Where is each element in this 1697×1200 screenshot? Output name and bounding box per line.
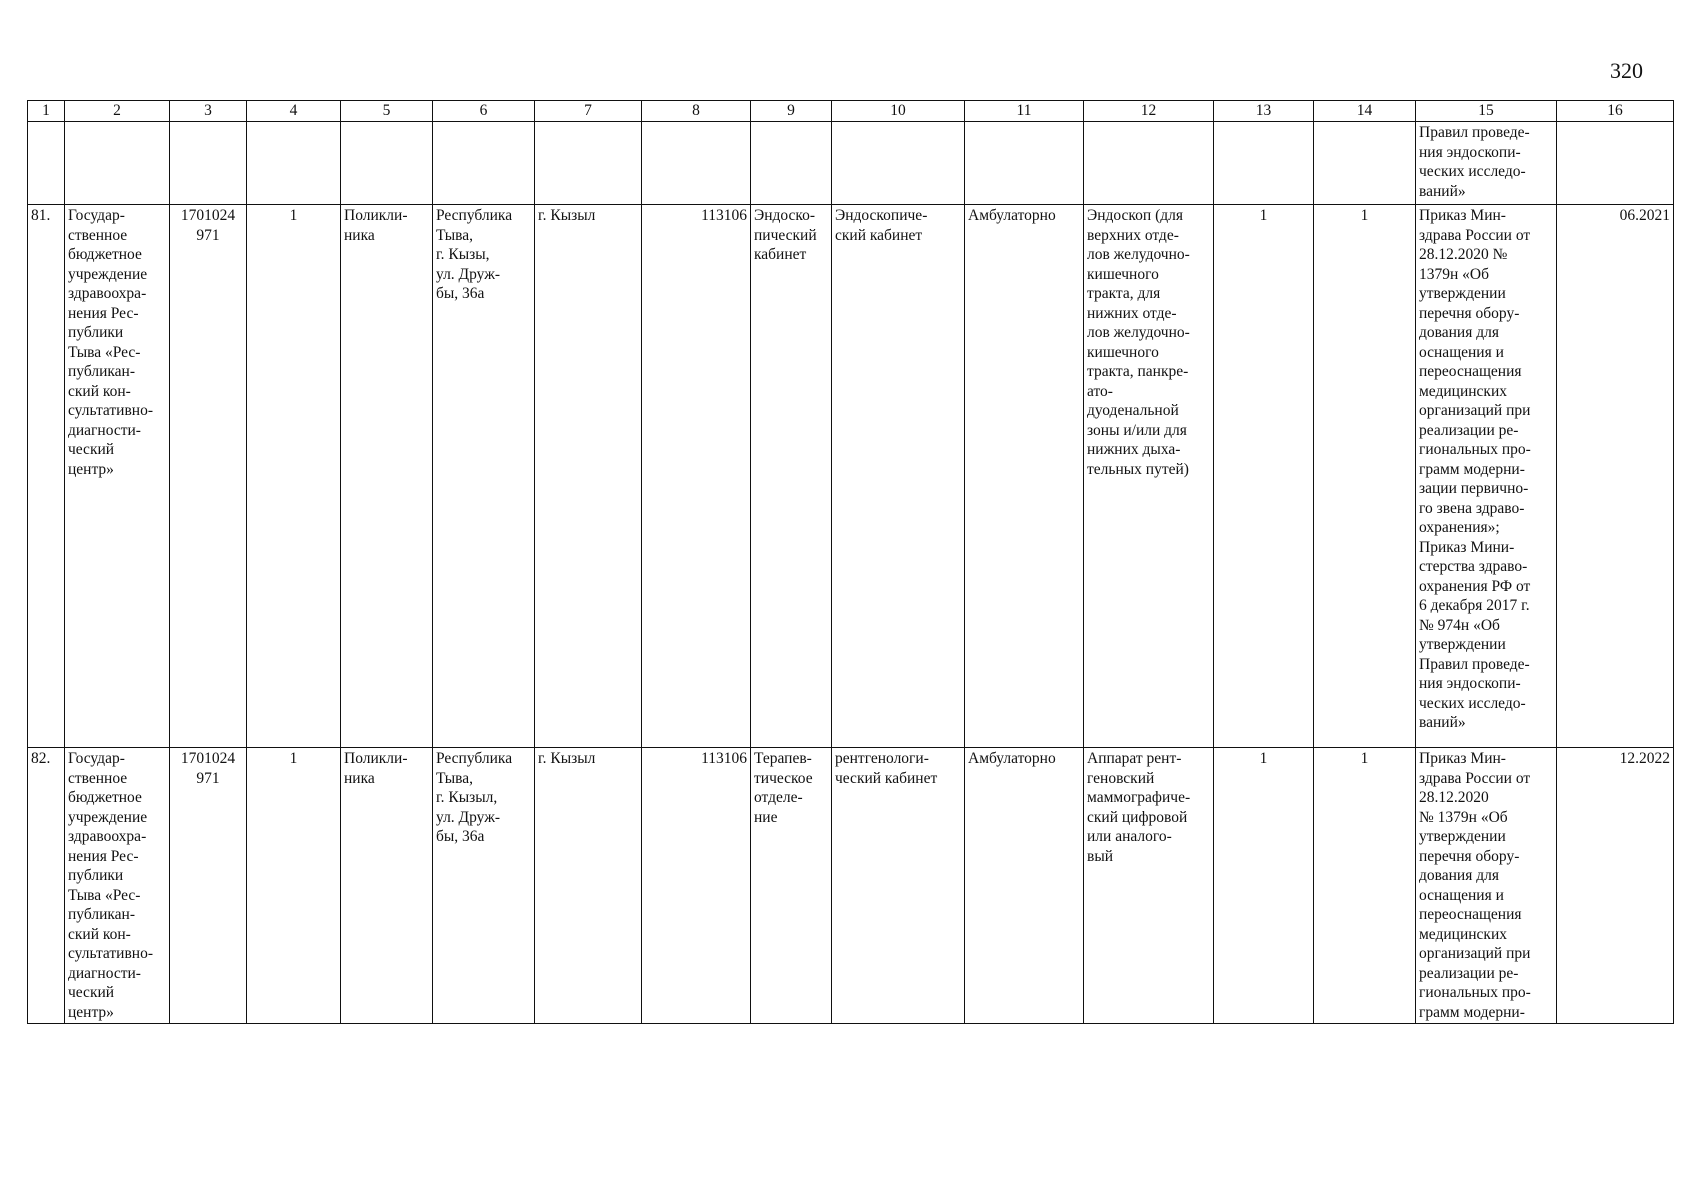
basis-cell: Правил проведе- ния эндоскопи- ческих исследо- ваний»	[1416, 122, 1557, 205]
table-row	[28, 205, 1674, 748]
col-header: 6	[433, 101, 535, 122]
type-cell: Поликли- ника	[341, 205, 433, 748]
address-cell: Республика Тыва, г. Кызыл, ул. Друж- бы, 36а	[433, 748, 535, 1024]
code-cell: 1701024 971	[170, 205, 247, 748]
date-cell: 06.2021	[1557, 205, 1674, 748]
col-header: 15	[1416, 101, 1557, 122]
col-header: 11	[965, 101, 1084, 122]
cabinet-cell: рентгенологи- ческий кабинет	[832, 748, 965, 1024]
type-cell: Поликли- ника	[341, 748, 433, 1024]
organization-cell: Государ- ственное бюджетное учреждение здравоохра- нения Рес- публики Тыва «Рес- публикан- ский кон- сультативно- диагности- ческий центр»	[65, 205, 170, 748]
department-cell: Эндоско- пический кабинет	[751, 205, 832, 748]
equipment-cell: Эндоскоп (для верхних отде- лов желудочно- кишечного тракта, для нижних отде- лов желудочно- кишечного тракта, панкре- ато- дуоденальной зоны и/или для нижних дыха- тельных путей)	[1084, 205, 1214, 748]
basis-cell: Приказ Мин- здрава России от 28.12.2020 № 1379н «Об утверждении перечня обору- дования для оснащения и переоснащения медицинских организаций при реализации ре- гиональных про- грамм модерни- зации первично- го звена здраво- охранения»; Приказ Мини- стерства здраво- охранения РФ от 6 декабря 2017 г. № 974н «Об утверждении Правил проведе- ния эндоскопи- ческих исследо- ваний»	[1416, 205, 1557, 748]
equipment-cell: Аппарат рент- геновский маммографиче- ский цифровой или аналого- вый	[1084, 748, 1214, 1024]
col-header: 1	[28, 101, 65, 122]
col-header: 4	[247, 101, 341, 122]
oktmo-cell: 113106	[642, 205, 751, 748]
col4-cell: 1	[247, 748, 341, 1024]
code-cell: 1701024 971	[170, 748, 247, 1024]
col14-cell: 1	[1314, 205, 1416, 748]
col-header: 12	[1084, 101, 1214, 122]
address-cell: Республика Тыва, г. Кызы, ул. Друж- бы, 36а	[433, 205, 535, 748]
table-row	[28, 748, 1674, 1024]
row-number: 81.	[28, 205, 65, 748]
date-cell: 12.2022	[1557, 748, 1674, 1024]
col-header: 5	[341, 101, 433, 122]
continuation-row	[28, 122, 1674, 205]
col-header: 16	[1557, 101, 1674, 122]
page-number: 320	[1610, 58, 1643, 83]
col4-cell: 1	[247, 205, 341, 748]
col13-cell: 1	[1214, 205, 1314, 748]
city-cell: г. Кызыл	[535, 748, 642, 1024]
mode-cell: Амбулаторно	[965, 205, 1084, 748]
equipment-table	[27, 100, 1674, 1024]
department-cell: Терапев- тическое отделе- ние	[751, 748, 832, 1024]
oktmo-cell: 113106	[642, 748, 751, 1024]
col-header: 14	[1314, 101, 1416, 122]
col-header: 9	[751, 101, 832, 122]
cabinet-cell: Эндоскопиче- ский кабинет	[832, 205, 965, 748]
basis-cell: Приказ Мин- здрава России от 28.12.2020 № 1379н «Об утверждении перечня обору- дования для оснащения и переоснащения медицинских организаций при реализации ре- гиональных про- грамм модерни-	[1416, 748, 1557, 1024]
col-header: 2	[65, 101, 170, 122]
col14-cell: 1	[1314, 748, 1416, 1024]
city-cell: г. Кызыл	[535, 205, 642, 748]
mode-cell: Амбулаторно	[965, 748, 1084, 1024]
col-header: 13	[1214, 101, 1314, 122]
col-header: 3	[170, 101, 247, 122]
row-number: 82.	[28, 748, 65, 1024]
col-header: 10	[832, 101, 965, 122]
col13-cell: 1	[1214, 748, 1314, 1024]
column-number-header	[28, 101, 1674, 122]
col-header: 7	[535, 101, 642, 122]
organization-cell: Государ- ственное бюджетное учреждение здравоохра- нения Рес- публики Тыва «Рес- публикан- ский кон- сультативно- диагности- ческий центр»	[65, 748, 170, 1024]
col-header: 8	[642, 101, 751, 122]
